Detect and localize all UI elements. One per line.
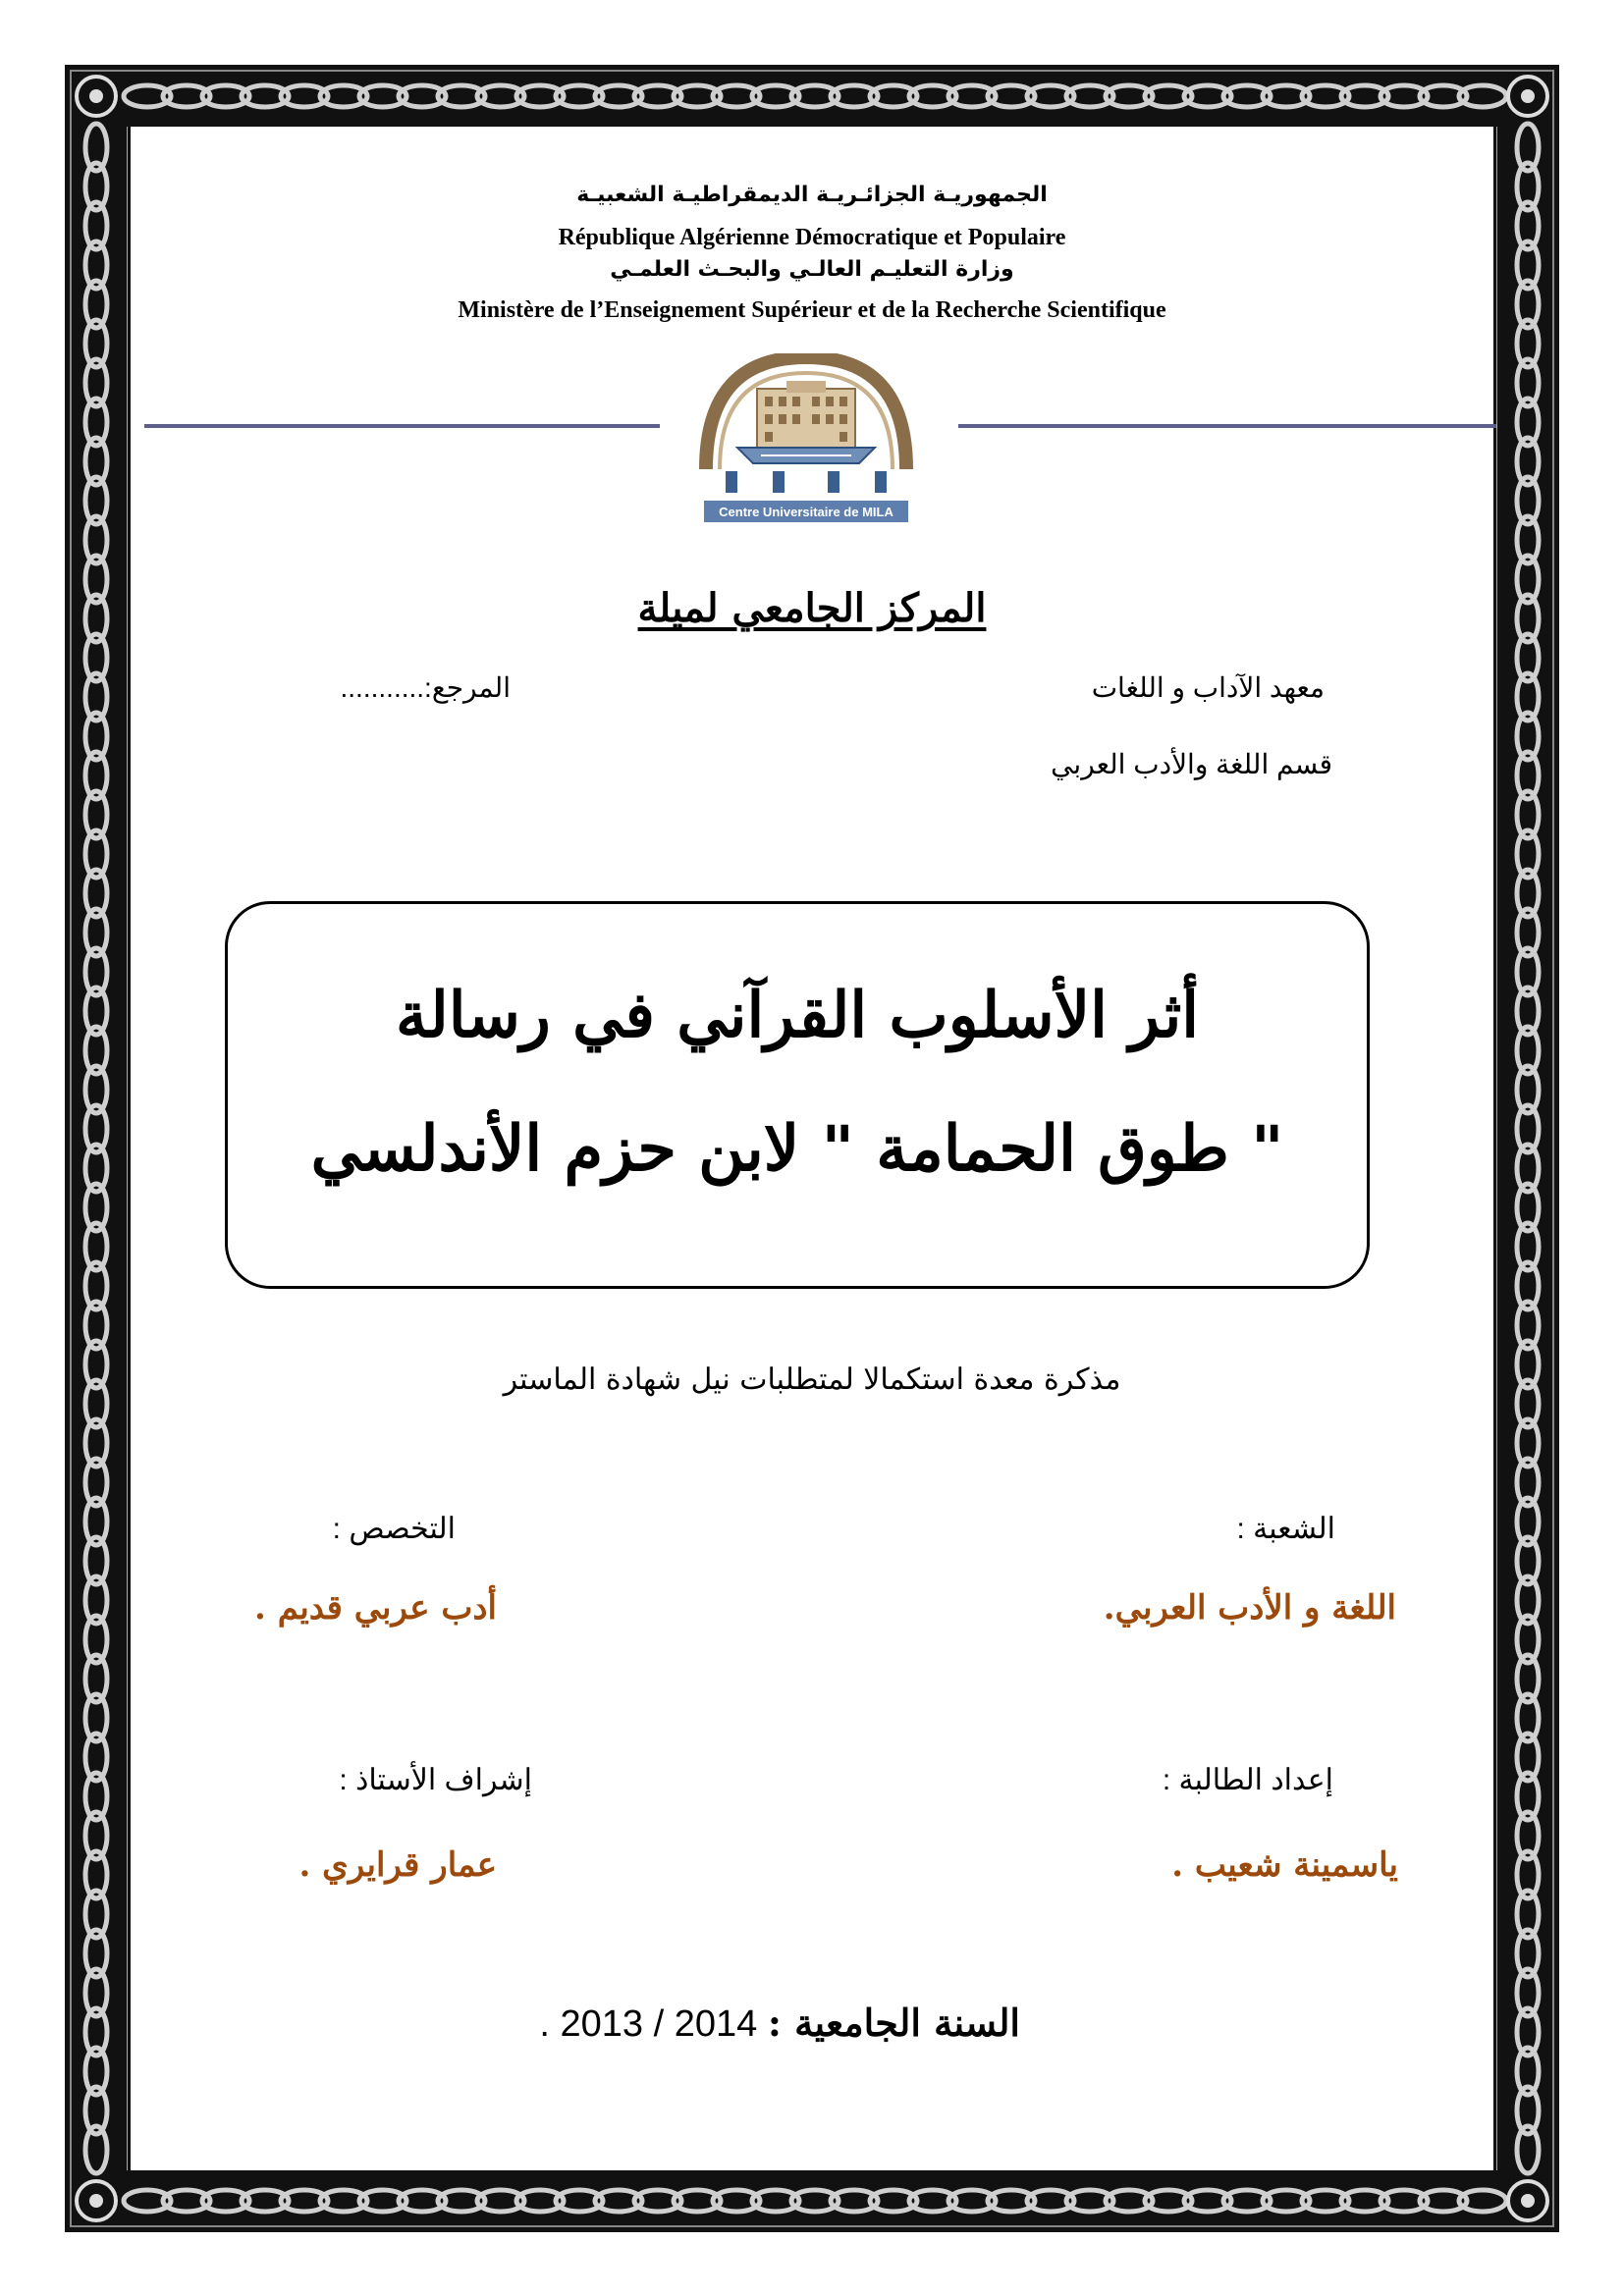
reference-field: المرجع:........... (340, 672, 511, 703)
thesis-title-line-2: " طوق الحمامة " لابن حزم الأندلسي (310, 1112, 1284, 1186)
branch-value: اللغة و الأدب العربي. (1103, 1588, 1396, 1628)
specialty-value: أدب عربي قديم . (254, 1588, 497, 1628)
thesis-title-box (225, 901, 1370, 1289)
thesis-title-line-1: أثر الأسلوب القرآني في رسالة (395, 979, 1200, 1052)
specialty-label: التخصص : (332, 1513, 456, 1545)
university-name: المركز الجامعي لميلة (637, 585, 987, 631)
university-logo (692, 353, 920, 528)
logo-caption: Centre Universitaire de MILA (719, 505, 893, 519)
supervisor-label: إشراف الأستاذ : (339, 1764, 532, 1796)
department-name: قسم اللغة والأدب العربي (1051, 749, 1332, 779)
academic-year-label: السنة الجامعية : (767, 2001, 1020, 2045)
institute-name: معهد الآداب و اللغات (1091, 672, 1325, 703)
supervisor-name: عمار قرايري . (298, 1845, 497, 1885)
thesis-purpose: مذكرة معدة استكمالا لمتطلبات نيل شهادة الماستر (503, 1362, 1121, 1397)
student-label: إعداد الطالبة : (1162, 1764, 1333, 1796)
header-rule-right (958, 424, 1496, 428)
academic-year-value: 2014 / 2013 . (539, 2003, 758, 2045)
ministry-name-ar: وزارة التعليـم العالـي والبحـث العلمـي (610, 257, 1014, 282)
academic-year (539, 2001, 1020, 2046)
branch-label: الشعبة : (1236, 1513, 1335, 1545)
header-rule-left (144, 424, 660, 428)
student-name: ياسمينة شعيب . (1171, 1845, 1398, 1885)
republic-name-ar: الجمهوريـة الجزائـريـة الديمقراطيـة الشعبيـة (576, 183, 1048, 207)
ministry-name-fr: Ministère de l’Enseignement Supérieur et de la Recherche Scientifique (458, 297, 1166, 323)
republic-name-fr: République Algérienne Démocratique et Populaire (558, 225, 1066, 250)
